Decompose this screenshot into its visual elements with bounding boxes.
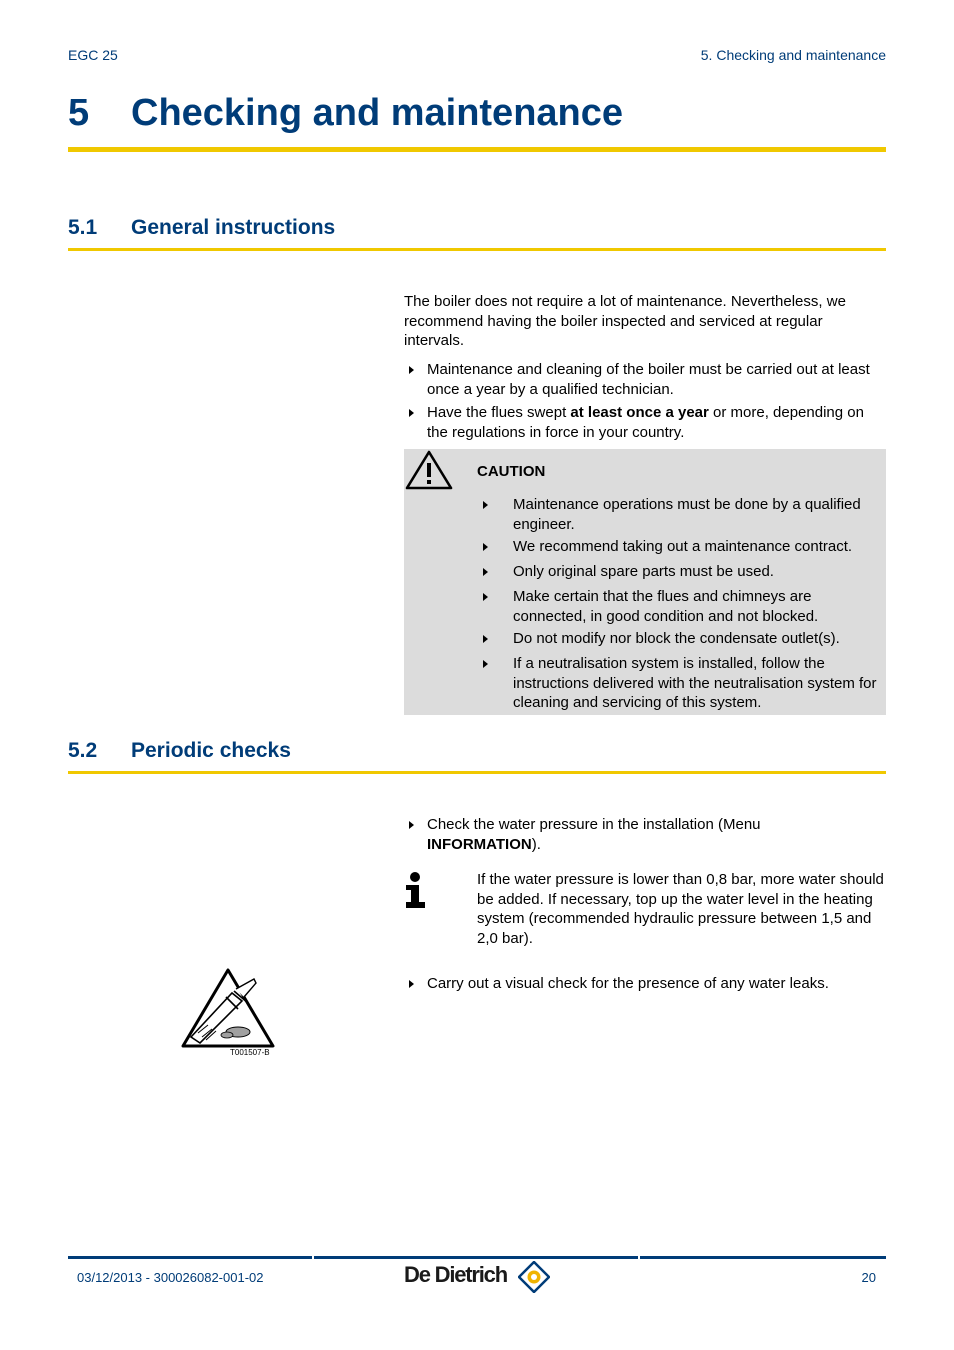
bullet-arrow-icon (483, 568, 488, 576)
footer-rule (68, 1256, 886, 1259)
list-item (404, 815, 886, 854)
caution-item-text: Do not modify nor block the condensate outlet(s). (513, 630, 840, 647)
caution-item (480, 587, 885, 626)
section-rule (68, 771, 886, 774)
water-leak-warning-icon (180, 967, 276, 1051)
list-item (404, 360, 886, 399)
section-number: 5.2 (68, 739, 98, 762)
caution-item-text: Make certain that the flues and chimneys are connected, in good condition and not blocked. (513, 588, 819, 625)
bold-text: at least once a year (570, 404, 709, 421)
caution-item-text: We recommend taking out a maintenance contract. (513, 538, 853, 555)
list-item-text (427, 815, 807, 854)
bullet-arrow-icon (483, 660, 488, 668)
caution-item (480, 654, 885, 713)
caution-item (480, 562, 885, 582)
bullet-arrow-icon (483, 501, 488, 509)
info-icon (403, 871, 429, 909)
section-rule (68, 248, 886, 251)
page-number: 20 (861, 1270, 876, 1285)
warning-triangle-icon (405, 450, 453, 490)
chapter-title: Checking and maintenance (131, 92, 624, 134)
header-chapter-title: 5. Checking and maintenance (700, 47, 886, 63)
bullet-arrow-icon (483, 543, 488, 551)
caution-item (480, 537, 885, 557)
caution-title: CAUTION (477, 463, 546, 480)
section-title: Periodic checks (131, 739, 291, 762)
footer-rule-gap (312, 1256, 314, 1259)
caution-item (480, 629, 885, 649)
text-fragment: or more, depending on the regulations in force in your country. (427, 404, 864, 441)
list-item-text: Maintenance and cleaning of the boiler must be carried out at least once a year by a qualified technician. (427, 361, 870, 398)
section-number: 5.1 (68, 216, 98, 239)
section-title: General instructions (131, 216, 336, 239)
chapter-rule (68, 147, 886, 152)
bullet-arrow-icon (483, 593, 488, 601)
brand-logo-text: De Dietrich (404, 1262, 507, 1287)
header-doc-id: EGC 25 (68, 47, 118, 63)
brand-logo-icon (518, 1261, 550, 1293)
intro-paragraph: The boiler does not require a lot of maintenance. Nevertheless, we recommend having the boiler inspected and serviced at regular intervals. (404, 293, 846, 349)
figure-code: T001507-B (230, 1048, 270, 1057)
chapter-number: 5 (68, 92, 90, 134)
bold-text: INFORMATION (427, 835, 532, 853)
caution-item-text: Only original spare parts must be used. (513, 563, 774, 580)
text-fragment: ). (531, 835, 541, 853)
list-item (404, 403, 886, 442)
text-fragment: Have the flues swept (427, 404, 571, 421)
caution-item-text: If a neutralisation system is installed, follow the instructions delivered with the neutralisation system for cleaning and servicing of this system. (513, 655, 877, 711)
text-fragment: Check the water pressure in the installation (Menu (427, 816, 761, 833)
footer-date-ref: 03/12/2013 - 300026082-001-02 (77, 1270, 264, 1285)
list-item-text (427, 403, 886, 442)
bullet-arrow-icon (409, 821, 414, 829)
list-item-text: Carry out a visual check for the presence of any water leaks. (427, 975, 829, 992)
bullet-arrow-icon (483, 635, 488, 643)
caution-item-text: Maintenance operations must be done by a qualified engineer. (513, 496, 861, 533)
caution-item (480, 495, 885, 534)
list-item (404, 974, 886, 994)
bullet-arrow-icon (409, 409, 414, 417)
info-note: If the water pressure is lower than 0,8 bar, more water should be added. If necessary, top up the water level in the heating system (recommended hydraulic pressure between 1,5 and 2,0 bar). (477, 871, 884, 947)
footer-rule-gap (638, 1256, 640, 1259)
bullet-arrow-icon (409, 366, 414, 374)
bullet-arrow-icon (409, 980, 414, 988)
